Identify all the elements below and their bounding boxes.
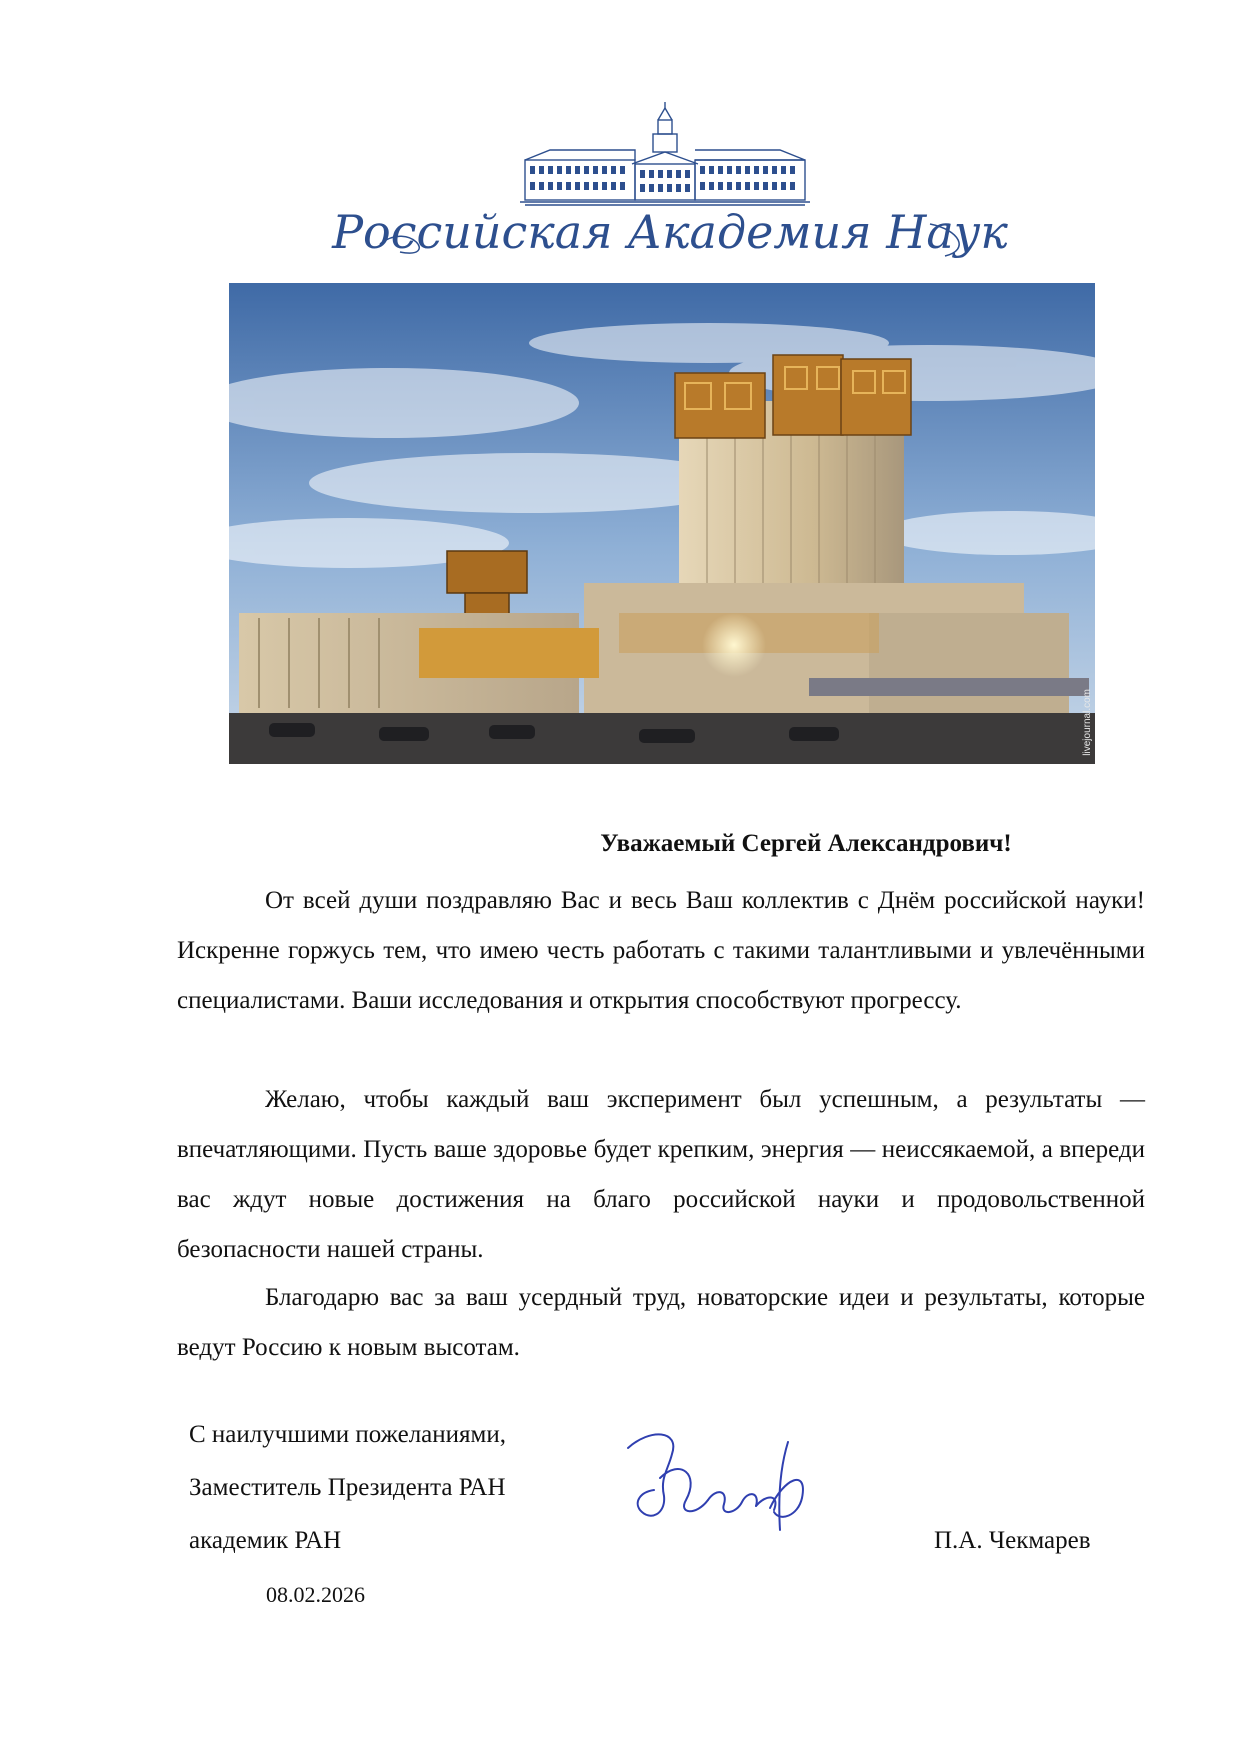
logo-window [763, 166, 768, 174]
logo-window [649, 170, 654, 178]
logo-window [593, 166, 598, 174]
logo-window [539, 182, 544, 190]
academy-logo-script [332, 200, 1008, 270]
paragraph-text: От всей души поздравляю Вас и весь Ваш коллектив с Днём российской науки! Искренне горжусь тем, что имею честь работать с такими талантливыми и увлечёнными специалистами. Ваши исследования и открытия способствуют прогрессу. [177, 887, 1145, 1014]
logo-window [566, 182, 571, 190]
logo-window [718, 166, 723, 174]
logo-window [539, 166, 544, 174]
letter-date: 08.02.2026 [266, 1582, 365, 1607]
logo-window [754, 182, 759, 190]
logo-window [727, 166, 732, 174]
academy-building-photo [229, 283, 1095, 764]
logo-window [548, 166, 553, 174]
paragraph-text: Благодарю вас за ваш усердный труд, новаторские идеи и результаты, которые ведут Россию к новым высотам. [177, 1284, 1145, 1361]
letter-paragraph [177, 1075, 1145, 1275]
logo-window [658, 184, 663, 192]
logo-script-text: Российская Академия Наук [332, 205, 1008, 259]
handwritten-signature [620, 1418, 820, 1548]
logo-window [566, 166, 571, 174]
logo-window [575, 166, 580, 174]
logo-window [658, 170, 663, 178]
logo-window [727, 182, 732, 190]
logo-window [709, 182, 714, 190]
logo-window [620, 166, 625, 174]
photo-watermark: livejournal.com [1082, 689, 1093, 756]
logo-window [584, 182, 589, 190]
letter-paragraph [177, 1273, 1145, 1373]
logo-window [611, 166, 616, 174]
logo-window [709, 166, 714, 174]
logo-window [718, 182, 723, 190]
logo-window [763, 182, 768, 190]
logo-window [745, 166, 750, 174]
logo-window [602, 166, 607, 174]
logo-window [790, 182, 795, 190]
logo-window [530, 182, 535, 190]
signer-title: академик РАН [189, 1527, 342, 1554]
logo-window [667, 170, 672, 178]
logo-window [790, 166, 795, 174]
logo-window [745, 182, 750, 190]
logo-window [781, 182, 786, 190]
letter-greeting: Уважаемый Сергей Александрович! [600, 830, 1012, 857]
logo-window [685, 184, 690, 192]
logo-window [700, 182, 705, 190]
logo-window [781, 166, 786, 174]
signer-position: Заместитель Президента РАН [189, 1474, 506, 1501]
logo-window [548, 182, 553, 190]
logo-window [772, 182, 777, 190]
logo-window [754, 166, 759, 174]
logo-window [649, 184, 654, 192]
logo-window [736, 182, 741, 190]
logo-window [557, 166, 562, 174]
logo-window [685, 170, 690, 178]
signer-name: П.А. Чекмарев [934, 1527, 1091, 1554]
logo-window [602, 182, 607, 190]
logo-window [530, 166, 535, 174]
letter-paragraph [177, 876, 1145, 1026]
logo-window [772, 166, 777, 174]
paragraph-text: Желаю, чтобы каждый ваш эксперимент был успешным, а результаты — впечатляющими. Пусть ваше здоровье будет крепким, энергия — неиссякаемой, а впереди вас ждут новые достижения на благо российской науки и продовольственной безопасности нашей страны. [177, 1086, 1145, 1263]
logo-window [667, 184, 672, 192]
logo-window [557, 182, 562, 190]
logo-window [620, 182, 625, 190]
closing-line: С наилучшими пожеланиями, [189, 1421, 506, 1448]
logo-window [640, 170, 645, 178]
logo-window [700, 166, 705, 174]
logo-window [611, 182, 616, 190]
logo-window [575, 182, 580, 190]
logo-window [736, 166, 741, 174]
logo-window [676, 184, 681, 192]
logo-window [676, 170, 681, 178]
logo-window [593, 182, 598, 190]
logo-window [640, 184, 645, 192]
logo-window [584, 166, 589, 174]
